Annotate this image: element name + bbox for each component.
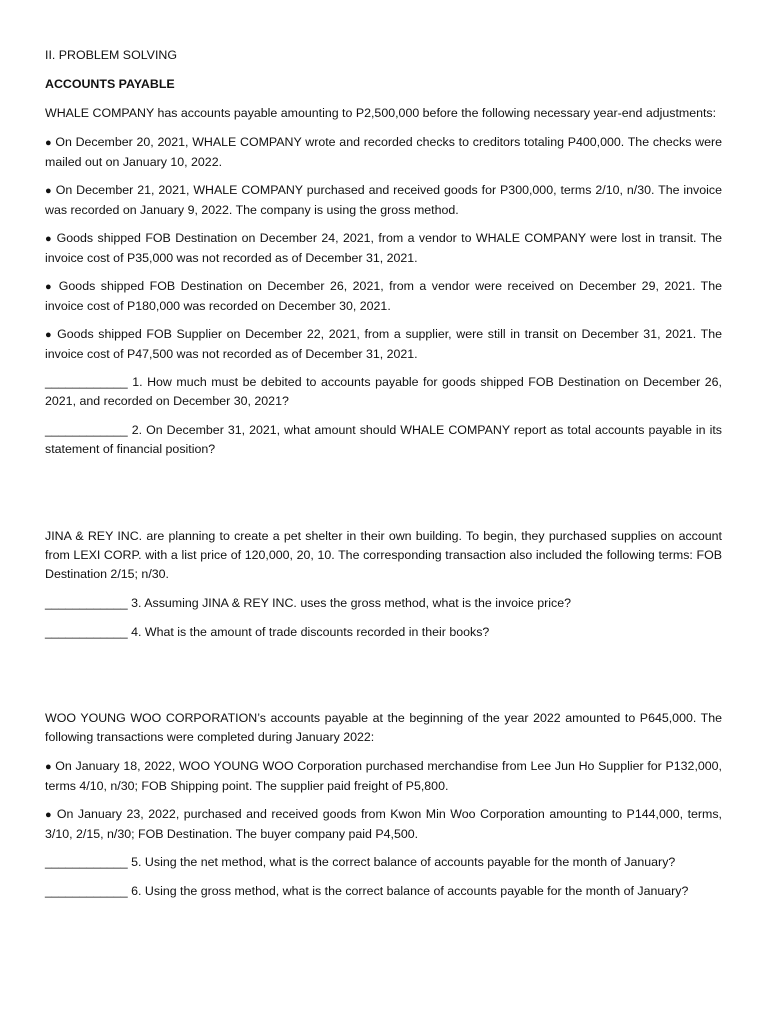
problem1-bullet: ● On December 20, 2021, WHALE COMPANY wrote and recorded checks to creditors totaling P400,000. The checks were mailed out on January 10, 2022. [45,133,722,172]
problem2-intro: JINA & REY INC. are planning to create a pet shelter in their own building. To begin, they purchased supplies on account from LEXI CORP. with a list price of 120,000, 20, 10. The corresponding transaction also included the following terms: FOB Destination 2/15; n/30. [45,529,722,581]
answer-blank: ____________ [45,375,128,389]
question-text: 1. How much must be debited to accounts payable for goods shipped FOB Destination on December 26, 2021, and recorded on December 30, 2021? [45,375,722,408]
answer-blank: ____________ [45,423,128,437]
question-6 [45,882,722,901]
problem3-bullet: ● On January 18, 2022, WOO YOUNG WOO Corporation purchased merchandise from Lee Jun Ho Supplier for P132,000, terms 4/10, n/30; FOB Shipping point. The supplier paid freight of P5,800. [45,757,722,796]
question-text: 2. On December 31, 2021, what amount should WHALE COMPANY report as total accounts payable in its statement of financial position? [45,423,722,456]
question-text: 6. Using the gross method, what is the correct balance of accounts payable for the month of January? [127,884,689,898]
topic-heading: ACCOUNTS PAYABLE [45,77,175,91]
problem1-bullet: ● Goods shipped FOB Destination on December 26, 2021, from a vendor were received on December 29, 2021. The invoice cost of P180,000 was recorded on December 30, 2021. [45,277,722,316]
answer-blank: ____________ [45,596,128,610]
section-heading: II. PROBLEM SOLVING [45,48,177,62]
problem1-bullet: ● On December 21, 2021, WHALE COMPANY purchased and received goods for P300,000, terms 2/10, n/30. The invoice was recorded on January 9, 2022. The company is using the gross method. [45,181,722,220]
problem3-bullet: ● On January 23, 2022, purchased and received goods from Kwon Min Woo Corporation amounting to P144,000, terms, 3/10, 2/15, n/30; FOB Destination. The buyer company paid P4,500. [45,805,722,844]
problem1-intro: WHALE COMPANY has accounts payable amounting to P2,500,000 before the following necessary year-end adjustments: [45,106,717,120]
answer-blank: ____________ [45,855,128,869]
question-1 [45,373,722,411]
question-text: 4. What is the amount of trade discounts recorded in their books? [127,625,490,639]
problem3-intro: WOO YOUNG WOO CORPORATION’s accounts payable at the beginning of the year 2022 amounted to P645,000. The following transactions were completed during January 2022: [45,711,722,744]
question-4 [45,623,722,642]
answer-blank: ____________ [45,884,128,898]
question-3 [45,594,722,613]
problem1-bullet: ● Goods shipped FOB Supplier on December 22, 2021, from a supplier, were still in transit on December 31, 2021. The invoice cost of P47,500 was not recorded as of December 31, 2021. [45,325,722,364]
problem1-bullet: ● Goods shipped FOB Destination on December 24, 2021, from a vendor to WHALE COMPANY were lost in transit. The invoice cost of P35,000 was not recorded as of December 31, 2021. [45,229,722,268]
question-2 [45,421,722,459]
answer-blank: ____________ [45,625,128,639]
question-text: 3. Assuming JINA & REY INC. uses the gross method, what is the invoice price? [127,596,571,610]
question-5 [45,853,722,872]
question-text: 5. Using the net method, what is the correct balance of accounts payable for the month of January? [127,855,676,869]
